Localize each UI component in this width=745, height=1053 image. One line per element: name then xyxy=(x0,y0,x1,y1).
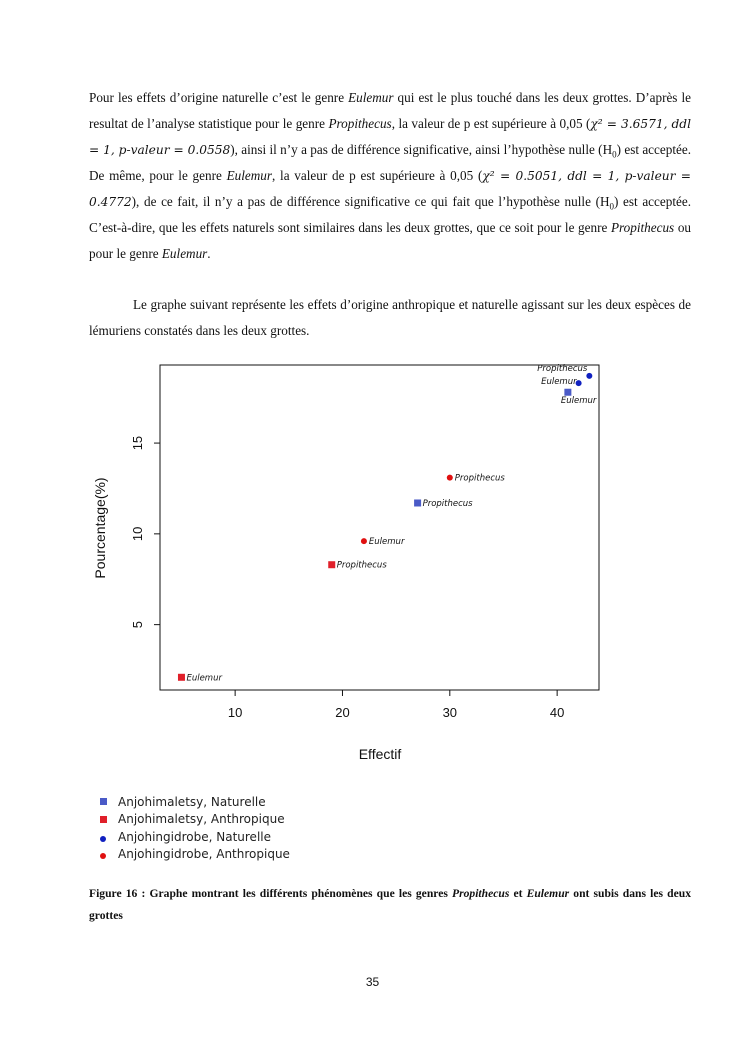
genus-name: Propithecus xyxy=(452,887,510,900)
legend-label: Anjohingidrobe, Anthropique xyxy=(118,847,290,862)
text-span: ont subis dans les deux grottes xyxy=(89,887,691,922)
paragraph-statistics xyxy=(89,85,691,267)
legend-item xyxy=(96,828,290,846)
y-tick-label: 15 xyxy=(130,435,145,451)
data-point-circle xyxy=(447,475,453,481)
genus-name: Eulemur xyxy=(226,168,272,183)
y-axis-title: Pourcentage(%) xyxy=(92,477,108,579)
data-point-square xyxy=(564,389,571,396)
y-axis xyxy=(130,436,160,628)
text-span: , la valeur de p est supérieure à 0,05 ( xyxy=(391,116,591,131)
data-point-square xyxy=(414,499,421,506)
legend-marker-circle-icon xyxy=(96,832,110,842)
text-span: . xyxy=(207,246,211,261)
h0-subscript: 0 xyxy=(609,201,614,212)
point-label: Eulemur xyxy=(560,396,597,407)
genus-name: Eulemur xyxy=(526,887,570,900)
x-tick-label: 40 xyxy=(549,705,565,720)
chart-legend xyxy=(96,793,290,863)
text-span: ) est acceptée. De même, pour le genre xyxy=(89,142,692,183)
y-tick-label: 5 xyxy=(130,621,145,629)
text-span: Le graphe suivant représente les effets d’origine anthropique et naturelle agissant sur les deux espèces de lémuriens constatés dans les deux grottes. xyxy=(89,297,691,338)
figure-caption xyxy=(89,883,691,927)
chi-square-stat-eulemur: χ² = 0.5051, ddl = 1, p-valeur = 0.4772 xyxy=(89,169,691,209)
text-span: Pour les effets d’origine naturelle c’est le genre xyxy=(89,90,349,105)
point-label: Eulemur xyxy=(368,537,405,548)
chi-square-stat-propithecus: χ² = 3.6571, ddl = 1, p-valeur = 0.0558 xyxy=(89,117,691,157)
page-number: 35 xyxy=(365,975,380,989)
x-tick-label: 20 xyxy=(335,705,350,720)
legend-marker-square-icon xyxy=(96,816,110,823)
point-label: Propithecus xyxy=(422,498,473,509)
x-tick-label: 30 xyxy=(442,705,458,720)
genus-name: Eulemur xyxy=(161,246,208,261)
data-point-square xyxy=(328,561,335,568)
h0-subscript: 0 xyxy=(612,149,617,160)
genus-name: Propithecus xyxy=(610,220,675,235)
x-axis xyxy=(228,690,564,720)
legend-item xyxy=(96,811,290,829)
data-point-square xyxy=(178,674,185,681)
point-label: Eulemur xyxy=(541,377,577,388)
legend-marker-circle-icon xyxy=(96,849,110,859)
legend-marker-square-icon xyxy=(96,798,110,805)
scatter-chart xyxy=(88,358,608,778)
genus-name: Eulemur xyxy=(348,90,394,105)
paragraph-graph-intro xyxy=(89,292,691,344)
legend-label: Anjohimaletsy, Anthropique xyxy=(118,812,285,827)
data-point-circle xyxy=(361,538,367,544)
genus-name: Propithecus xyxy=(328,116,392,131)
text-span: et xyxy=(509,887,527,900)
text-span: ), de ce fait, il n’y a pas de différence significative ce qui fait que l’hypothèse nulle (H xyxy=(131,194,610,209)
text-span: ) est acceptée. C’est-à-dire, que les effets naturels sont similaires dans les deux grottes, que ce soit pour le genre xyxy=(89,194,691,235)
x-axis-title: Effectif xyxy=(358,746,402,762)
point-label: Propithecus xyxy=(336,560,387,571)
legend-item xyxy=(96,846,290,864)
text-span: qui est le plus touché dans les deux grottes. D’après le resultat de l’analyse statistique pour le genre xyxy=(89,90,691,131)
legend-label: Anjohimaletsy, Naturelle xyxy=(118,794,266,809)
text-span: ), ainsi il n’y a pas de différence significative, ainsi l’hypothèse nulle (H xyxy=(230,142,613,157)
legend-label: Anjohingidrobe, Naturelle xyxy=(118,829,271,844)
text-span: , la valeur de p est supérieure à 0,05 ( xyxy=(272,168,483,183)
text-span: Figure 16 : Graphe montrant les différents phénomènes que les genres xyxy=(89,887,452,900)
point-label: Propithecus xyxy=(537,363,588,374)
x-tick-label: 10 xyxy=(227,705,243,720)
data-points xyxy=(178,364,597,683)
legend-item xyxy=(96,793,290,811)
y-tick-label: 10 xyxy=(130,526,145,542)
text-span: ou pour le genre xyxy=(89,220,692,261)
point-label: Propithecus xyxy=(454,473,505,484)
plot-frame xyxy=(160,365,599,690)
point-label: Eulemur xyxy=(186,673,222,684)
